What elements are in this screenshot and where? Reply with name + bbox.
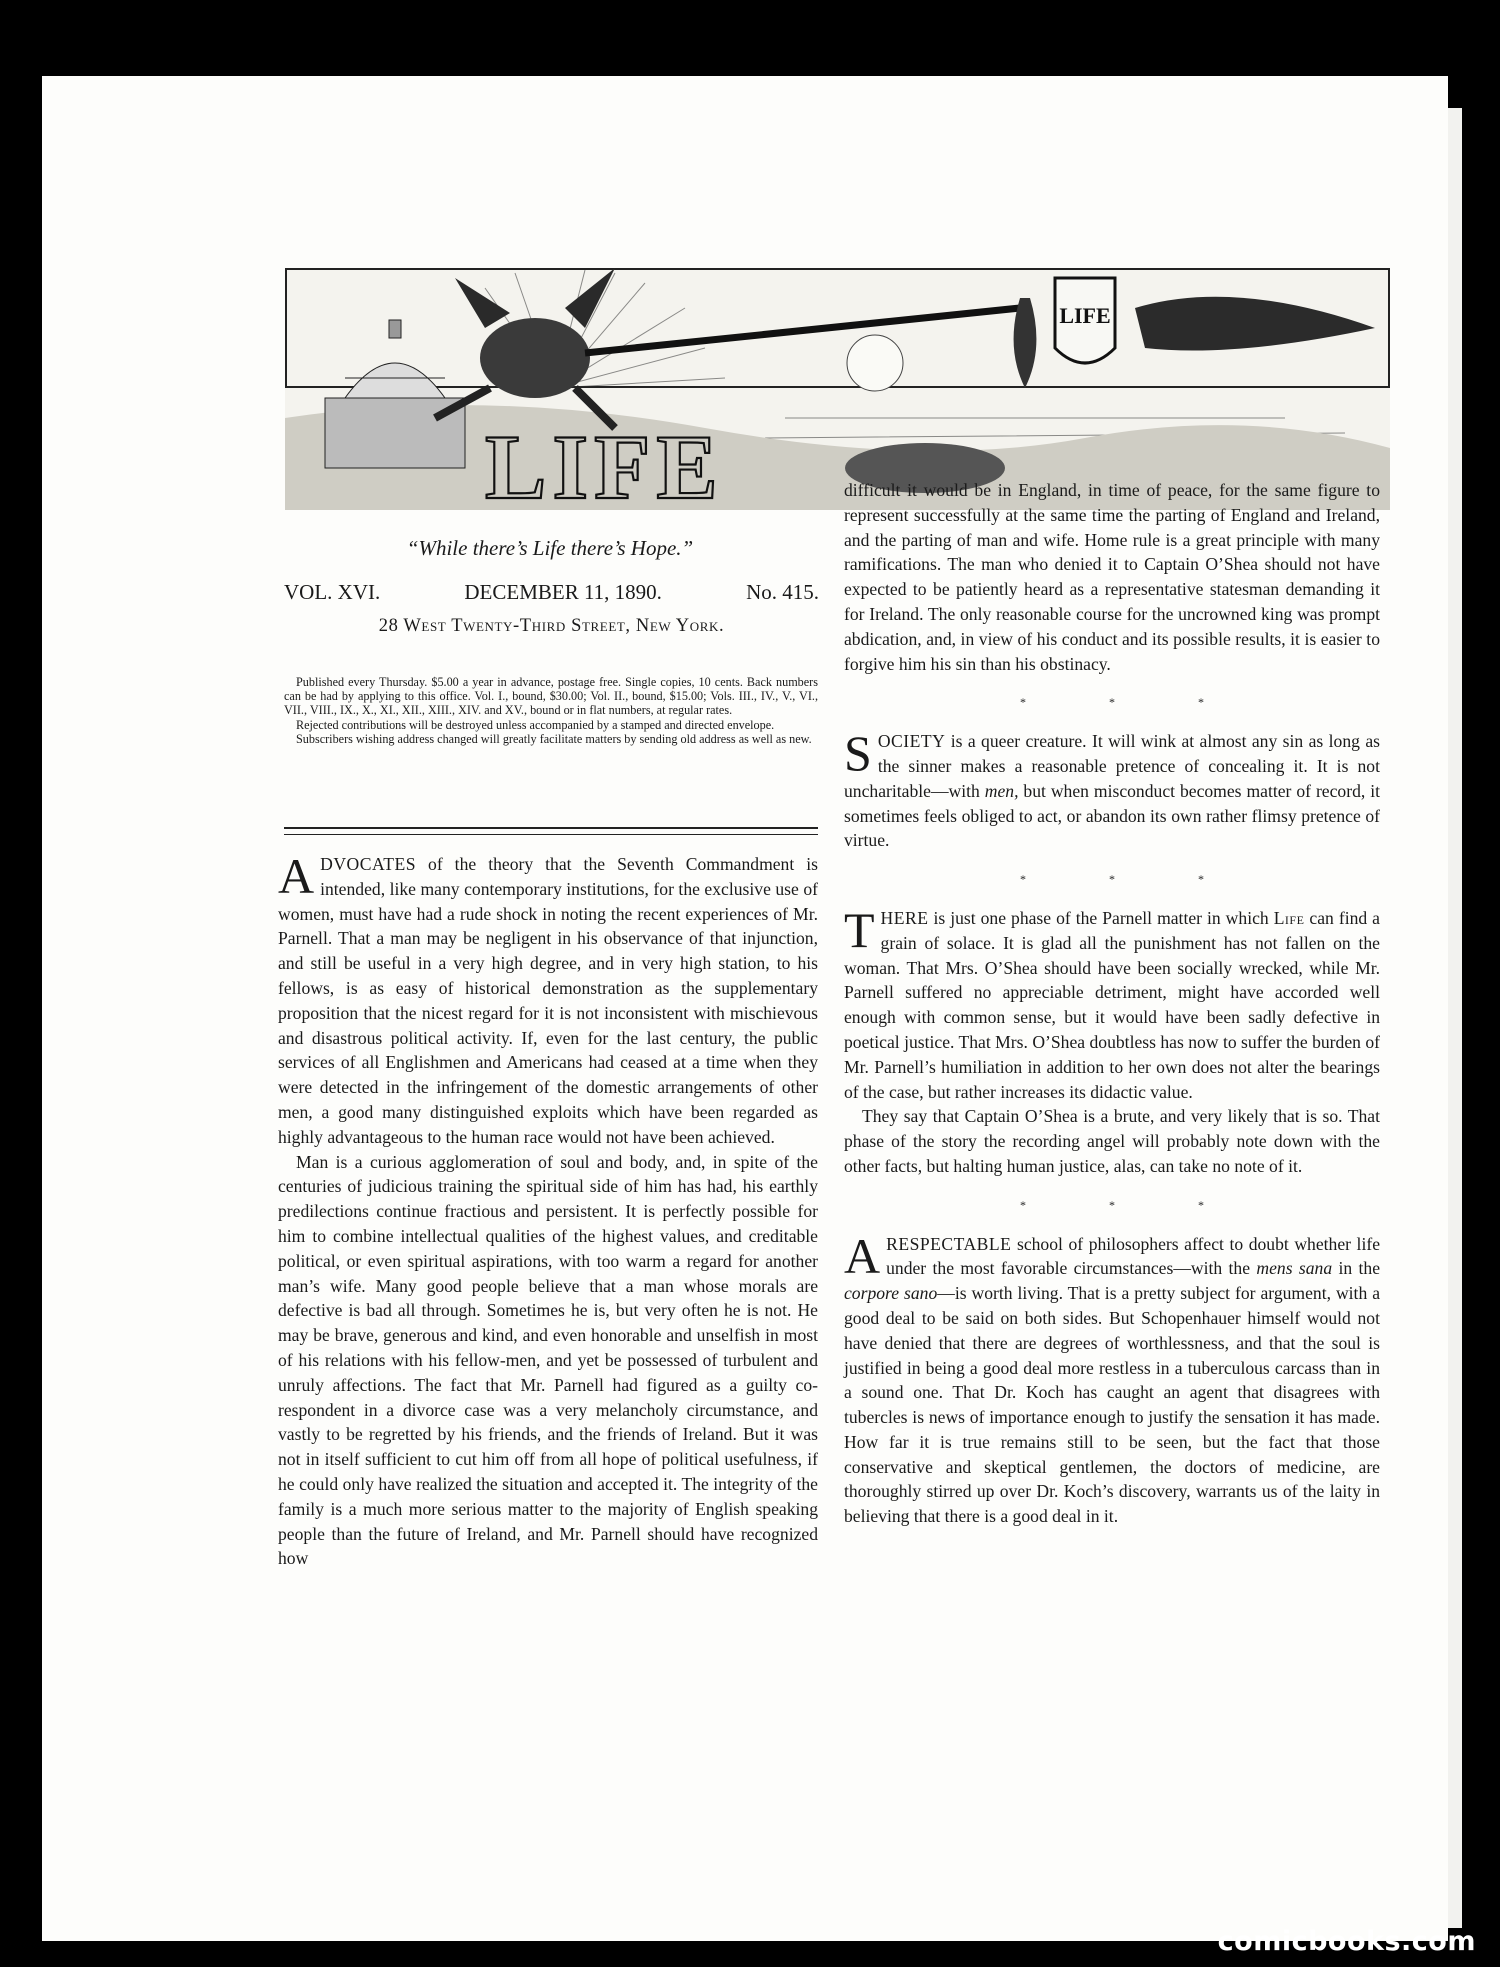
article-parnell-continued: difficult it would be in England, in time of peace, for the same figure to represent successfully at the same time the parting of England and Ireland, and the parting of man and wife. Home rule is a great principle with many ramifications. The man who denied it to Captain O’Shea should not have expected to be patiently heard as a representative statesman demanding it for Ireland. The only reasonable course for the uncrowned king was prompt abdication, and, in view of his conduct and its possible results, it is easier to forgive him his sin than his obstinacy. (844, 480, 1380, 674)
drop-cap: A (278, 848, 315, 904)
pubinfo-rejected: Rejected contributions will be destroyed unless accompanied by a stamped and directed envelope. (296, 717, 775, 732)
motto: “While there’s Life there’s Hope.” (406, 536, 694, 560)
header-divider (284, 827, 818, 835)
article-captain: They say that Captain O’Shea is a brute, and very likely that is so. That phase of the story the recording angel will probably note down with the other facts, but halting human justice, alas, can take no note of it. (844, 1106, 1380, 1176)
pubinfo-subscribers: Subscribers wishing address changed will greatly facilitate matters by sending old address as well as new. (296, 731, 812, 746)
drop-cap: T (844, 901, 875, 958)
section-separator: * * * (1020, 1197, 1244, 1212)
volume-number: VOL. XVI. (284, 580, 381, 604)
article-parnell-part1: ADVOCATES of the theory that the Seventh Commandment is intended, like many contemporary institutions, for the exclusive use of women, must have had a rude shock in noting the recent experiences of Mr. Parnell. That a man may be negligent in his observance of that injunction, and still be useful in a very high degree, and in very high station, to his fellows, is as easy of historical demonstration as the supplementary proposition that the nicest regard for it is not inconsistent with mischievous and disastrous political activity. If, even for the last century, the public services of all Englishmen and Americans had ceased at a time when they were detected in the infringement of the domestic arrangements of other men, a good many distinguished exploits which have been regarded as highly advantageous to the human race would not have been achieved. (278, 848, 818, 1147)
publication-info (284, 675, 818, 746)
watermark: comicbooks.com (1217, 1926, 1476, 1957)
issue-date: DECEMBER 11, 1890. (464, 580, 662, 604)
article-philosophers: ARESPECTABLE school of philosophers affect to doubt whether life under the most favorable circumstances—with the mens sana in the corpore sano—is worth living. That is a pretty subject for argument, with a good deal to be said on both sides. But Schopenhauer himself would not have denied that there are degrees of worthlessness, and that the soul is justified in being a good deal more restless in a tuberculous carcass than in a sound one. That Dr. Koch has caught an agent that disagrees with tubercles is news of importance enough to justify the sensation it has made. How far it is true remains still to be seen, but the fact that those conservative and skeptical gentlemen, the doctors of medicine, are thoroughly stirred up over Dr. Koch’s discovery, warrants us of the laity in believing that there is a good deal in it. (844, 1227, 1381, 1527)
pubinfo-terms: Published every Thursday. $5.00 a year in advance, postage free. Single copies, 10 cents. Back numbers can be had by applying to this office. Vol. I., bound, $30.00; Vol. II., bound, $15.00; Vols. III., IV., V., VI., VII., VIII., IX., X., XI., XII., XIII., XIV. and XV., bound or in flat numbers, at regular rates. (284, 675, 818, 718)
right-column (844, 478, 1380, 1529)
publisher-address: 28 West Twenty-Third Street, New York. (378, 616, 725, 636)
article-society: SOCIETY is a queer creature. It will wink at almost any sin as long as the sinner makes a reasonable pretence of concealing it. It is not uncharitable—with men, but when misconduct becomes matter of record, it sometimes feels obliged to act, or abandon its own rather flimsy pretence of virtue. (844, 725, 1380, 851)
article-solace: THERE is just one phase of the Parnell matter in which Life can find a grain of solace. It is glad all the punishment has not fallen on the woman. That Mrs. O’Shea should have been socially wrecked, while Mr. Parnell suffered no appreciable detriment, might have accorded well enough with common sense, but it would have been sadly defective in poetical justice. That Mrs. O’Shea doubtless has now to suffer the burden of Mr. Parnell’s humiliation in addition to her own does not alter the bearings of the case, but rather increases its didactic value. (844, 901, 1380, 1102)
drop-cap: S (844, 725, 872, 782)
issue-number: No. 415. (746, 580, 819, 604)
masthead-illustration (285, 268, 1390, 510)
section-separator: * * * (1020, 872, 1244, 887)
article-parnell-part2: Man is a curious agglomeration of soul and body, and, in spite of the centuries of judicious training the spiritual side of him has had, his earthly predilections continue fractious and persistent. It is perfectly possible for him to combine intellectual qualities of the highest values, and creditable political, or even spiritual aspirations, with too warm a regard for another man’s wife. Many good people believe that a man whose morals are defective is bad all through. Sometimes he is, but very often he is not. He may be brave, generous and kind, and even honorable and unselfish in most of his relations with his fellow-men, and yet be possessed of turbulent and unruly affections. The fact that Mr. Parnell had figured as a guilty co-respondent in a divorce case was a very melancholy circumstance, and vastly to be regretted by his friends, and the friends of Ireland. But it was not in itself sufficient to cut him off from all hope of political usefulness, if he could only have realized the situation and accepted it. The integrity of the family is a much more serious matter to the majority of English speaking people than the future of Ireland, and Mr. Parnell should have recognized how (278, 1151, 818, 1569)
facing-page-edge (1448, 108, 1462, 1928)
volume-line (284, 580, 819, 605)
shield-label: LIFE (1059, 303, 1111, 328)
life-logo: LIFE (485, 416, 724, 510)
left-column (278, 848, 818, 1571)
drop-cap: A (844, 1227, 881, 1284)
section-separator: * * * (1020, 695, 1244, 710)
